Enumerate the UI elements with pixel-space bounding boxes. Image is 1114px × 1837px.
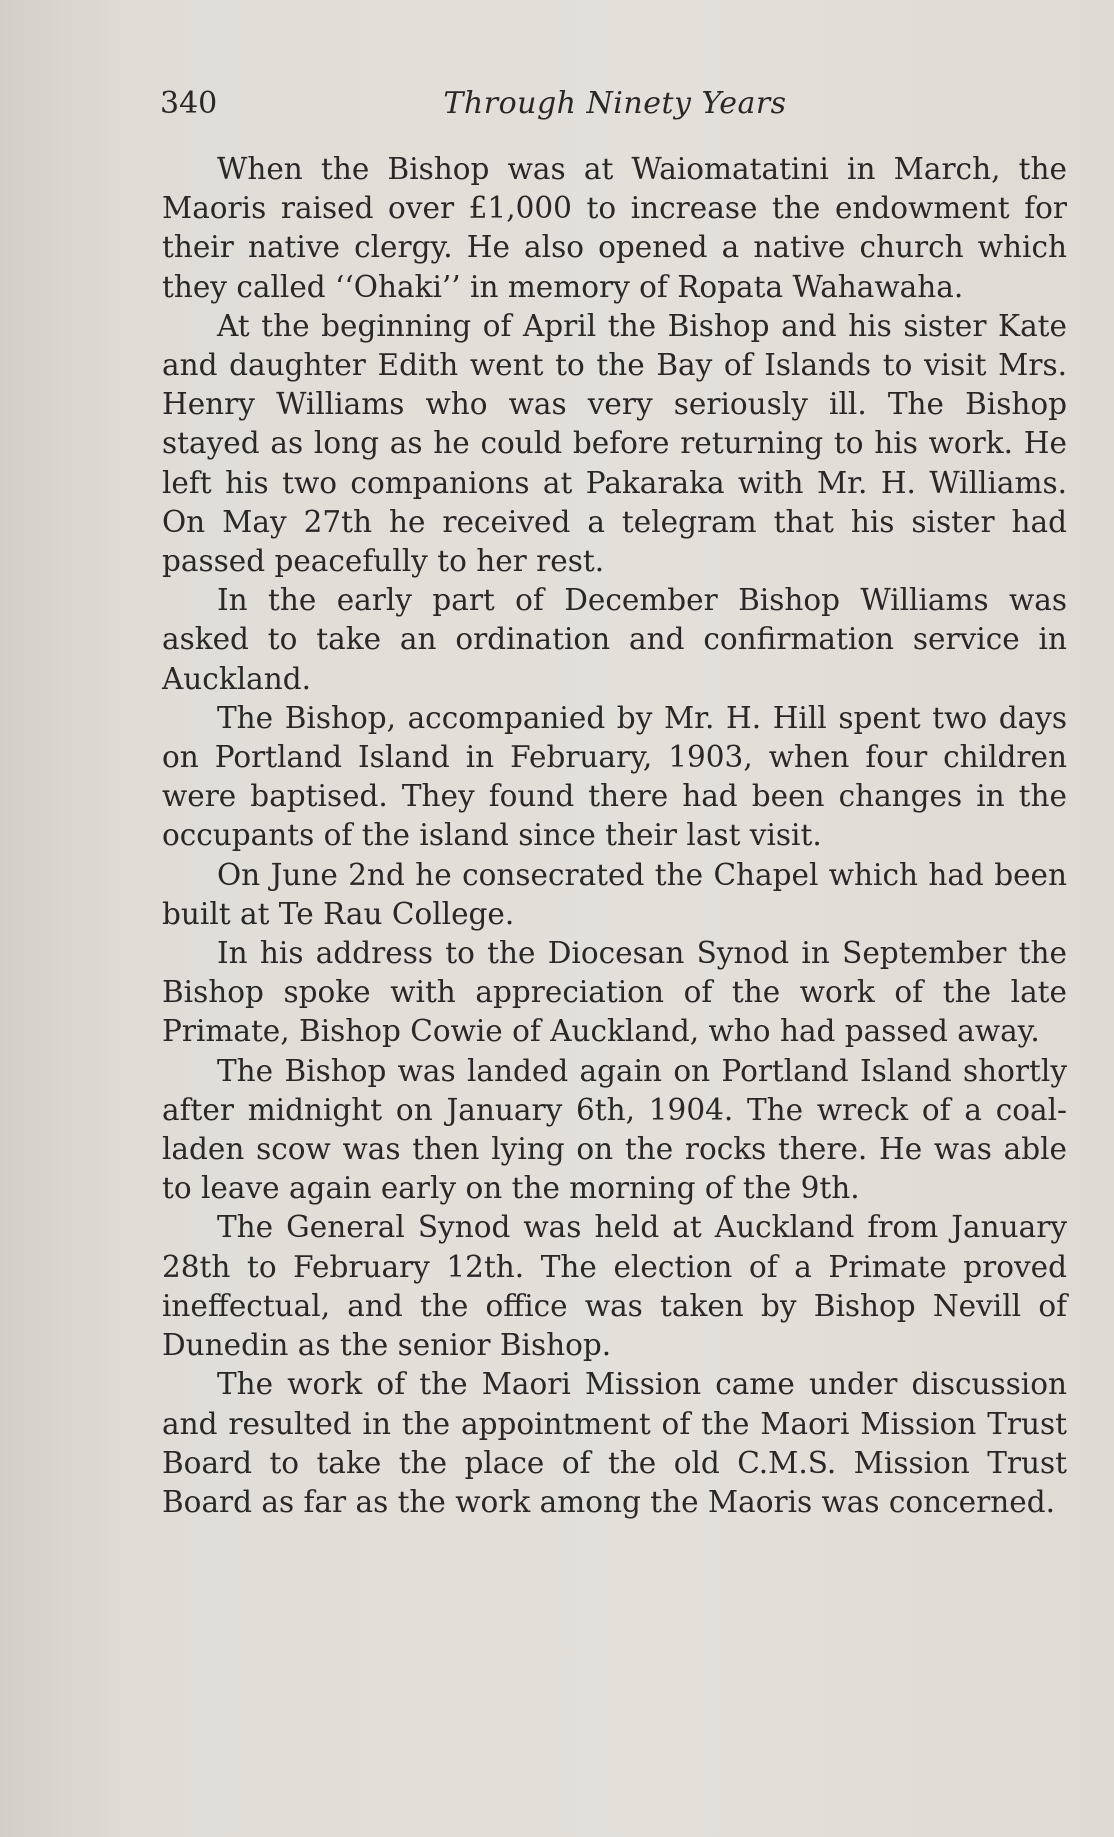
- body-text: [162, 150, 1067, 1522]
- paragraph: In his address to the Diocesan Synod in September the Bishop spoke with appreciation of the work of the late Primate, Bishop Cowie of Auckland, who had passed away.: [162, 936, 1067, 1049]
- running-header: [160, 84, 1070, 124]
- paragraph: At the beginning of April the Bishop and his sister Kate and daughter Edith went to the Bay of Islands to visit Mrs. Henry Williams who was very seriously ill. The Bishop stayed as long as he could before returning to his work. He left his two companions at Pakaraka with Mr. H. Williams. On May 27th he received a telegram that his sister had passed peacefully to her rest.: [162, 308, 1067, 579]
- running-title: Through Ninety Years: [443, 86, 787, 121]
- paragraph: The Bishop was landed again on Portland Island shortly after midnight on January 6th, 1904. The wreck of a coal-laden scow was then lying on the rocks there. He was able to leave again early on the morning of the 9th.: [162, 1053, 1067, 1206]
- paragraph: The work of the Maori Mission came under discussion and resulted in the appointment of the Maori Mission Trust Board to take the place of the old C.M.S. Mission Trust Board as far as the work among the Maoris was concerned.: [162, 1367, 1067, 1519]
- paragraph: The General Synod was held at Auckland from January 28th to February 12th. The election of a Primate proved ineffectual, and the office was taken by Bishop Nevill of Dunedin as the senior Bishop.: [162, 1210, 1067, 1363]
- paragraph: On June 2nd he consecrated the Chapel which had been built at Te Rau College.: [162, 857, 1067, 931]
- paragraph: When the Bishop was at Waiomatatini in March, the Maoris raised over £1,000 to increase the endowment for their native clergy. He also opened a native church which they called ‘‘Ohaki’’ in memory of Ropata Wahawaha.: [162, 152, 1067, 304]
- paragraph: In the early part of December Bishop Williams was asked to take an ordination and confirmation service in Auckland.: [162, 583, 1067, 696]
- page-number: 340: [160, 86, 218, 121]
- paragraph: The Bishop, accompanied by Mr. H. Hill spent two days on Portland Island in February, 1903, when four children were baptised. They found there had been changes in the occupants of the island since their last visit.: [162, 700, 1067, 853]
